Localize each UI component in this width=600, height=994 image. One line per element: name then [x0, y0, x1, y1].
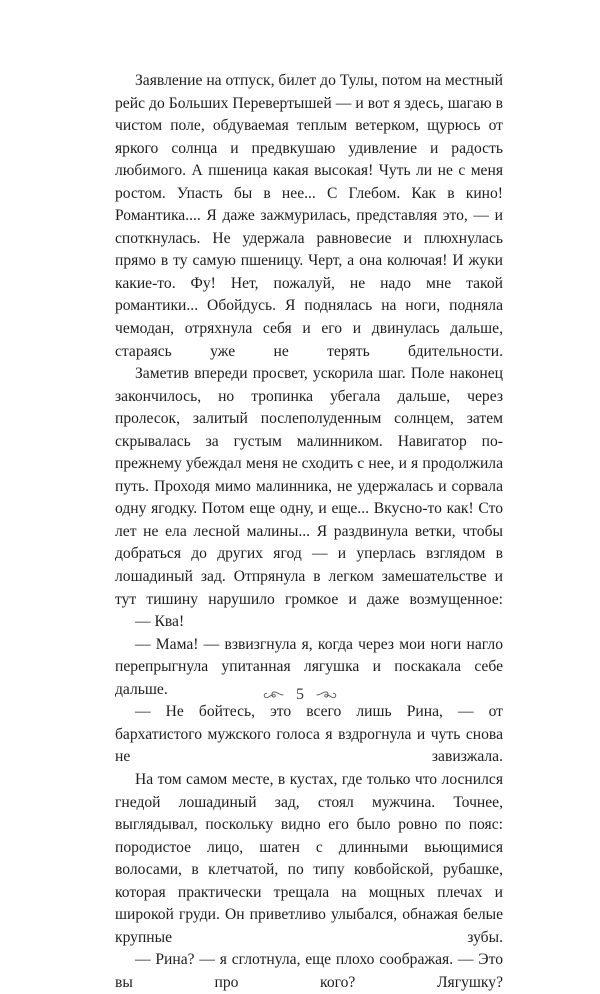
paragraph-6: На том самом месте, в кустах, где только что лоснился гнедой лошадиный зад, стоял мужчина. Точнее, выглядывал, поскольку видно его было ровно по пояс: породистое лицо, шатен с длинными вьющимися волосами, в клетчатой, по типу ковбойской, рубашке, которая практически трещала на мощных плечах и широкой груди. Он приветливо улыбался, обнажая белые крупные зубы. [115, 770, 503, 946]
page-footer [0, 683, 600, 707]
paragraph-3: — Ква! [135, 613, 185, 631]
paragraph-5: — Не бойтесь, это всего лишь Рина, — от бархатистого мужского голоса я вздрогнула и чуть снова не завизжала. [115, 703, 503, 766]
paragraph-4: — Мама! — взвизгнула я, когда через мои ноги нагло перепрыгнула упитанная лягушка и поскакала себе дальше. [115, 635, 503, 698]
page-number: 5 [296, 686, 304, 703]
paragraph-1: Заявление на отпуск, билет до Тулы, потом на местный рейс до Больших Перевертышей — и вот я здесь, шагаю в чистом поле, обдуваемая теплым ветерком, щурюсь от яркого солнца и предвкушаю удивление и радость любимого. А пшеница какая высокая! Чуть ли не с меня ростом. Упасть бы в нее... С Глебом. Как в кино! Романтика.... Я даже зажмурилась, представляя это, — и споткнулась. Не удержала равновесие и плюхнулась прямо в ту самую пшеницу. Черт, а она колючая! И жуки какие-то. Фу! Нет, пожалуй, не надо мне такой романтики... Обойдусь. Я поднялась на ноги, подняла чемодан, отряхнула себя и его и двинулась дальше, стараясь уже не терять бдительности. [115, 72, 503, 360]
body-text [115, 70, 503, 994]
paragraph-7: — Рина? — я сглотнула, еще плохо соображая. — Это вы про кого? Лягушку? [115, 951, 503, 991]
left-flourish-icon [262, 690, 284, 700]
paragraph-2: Заметив впереди просвет, ускорила шаг. Поле наконец закончилось, но тропинка убегала дальше, через пролесок, залитый послеполуденным солнцем, затем скрывалась за густым малинником. Навигатор по-прежнему убеждал меня не сходить с нее, и я продолжила путь. Проходя мимо малинника, не удержалась и сорвала одну ягодку. Потом еще одну, и еще... Вкусно-то как! Сто лет не ела лесной малины... Я раздвинула ветки, чтобы добраться до других ягод — и уперлась взглядом в лошадиный зад. Отпрянула в легком замешательстве и тут тишину нарушило громкое и даже возмущенное: [115, 365, 503, 608]
right-flourish-icon [316, 690, 338, 700]
